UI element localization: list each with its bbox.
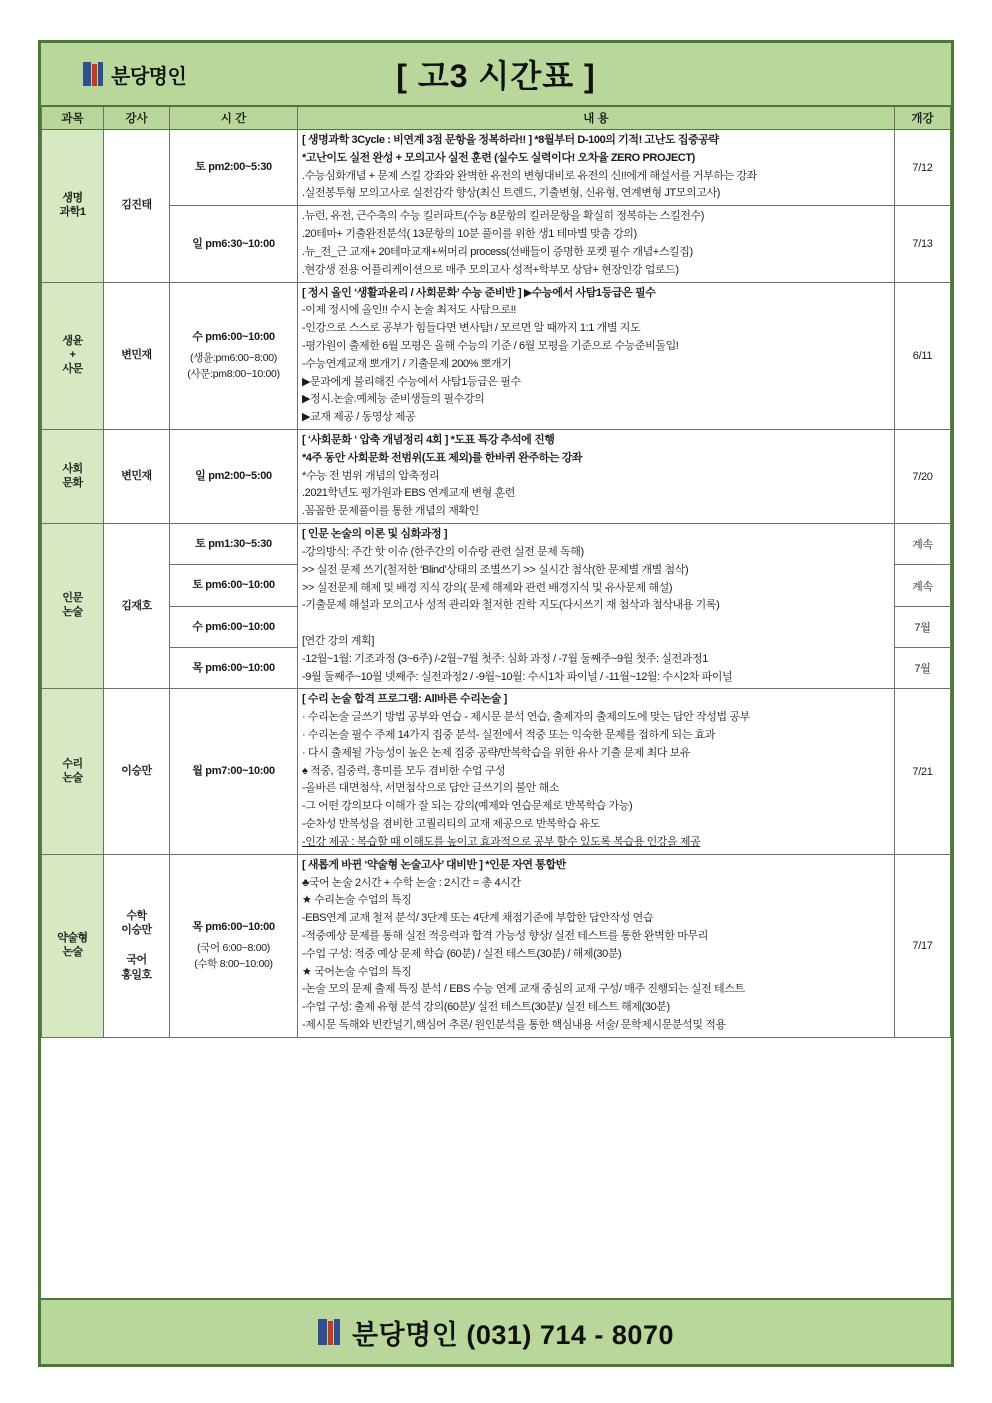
content-line: [ 정시 올인 ‘생활과윤리 / 사회문화’ 수능 준비반 ] ▶수능에서 사탐1등급은 필수 bbox=[302, 286, 656, 299]
table-row bbox=[42, 524, 951, 565]
content-line: -이제 정시에 올인!! 수시 논술 최저도 사탐으로!! bbox=[302, 304, 516, 317]
content-line: *4주 동안 사회문화 전범위(도표 제외)를 한바퀴 완주하는 강좌 bbox=[302, 451, 583, 464]
table-row bbox=[42, 282, 951, 430]
time-main: 일 pm6:30~10:00 bbox=[192, 237, 275, 250]
content-line: ★ 수리논술 수업의 특징 bbox=[302, 894, 412, 907]
content-line: .실전봉투형 모의고사로 실전감각 향상(최신 트렌드, 기출변형, 신유형, 연계변형 JT모의고사) bbox=[302, 187, 720, 200]
content-line: -수업 구성: 적중 예상 문제 학습 (60분) / 실전 테스트(30분) / 해제(30분) bbox=[302, 947, 622, 960]
start-date-cell: 6/11 bbox=[895, 282, 951, 430]
time-main: 수 pm6:00~10:00 bbox=[192, 620, 275, 633]
content-line: -인강 제공 : 복습할 때 이해도를 높이고 효과적으로 공부 할수 있도록 복습용 인강을 제공 bbox=[302, 835, 701, 848]
content-line: -적중예상 문제를 통해 실전 적응력과 합격 가능성 향상/ 실전 테스트를 통한 완벽한 마무리 bbox=[302, 929, 708, 942]
teacher-cell: 김진태 bbox=[104, 130, 170, 283]
table-row bbox=[42, 689, 951, 854]
time-cell bbox=[170, 606, 298, 647]
time-cell bbox=[170, 282, 298, 430]
content-cell bbox=[298, 854, 895, 1037]
teacher-cell: 이승만 bbox=[104, 689, 170, 854]
content-line: ▶교재 제공 / 동영상 제공 bbox=[302, 411, 416, 424]
table-row bbox=[42, 206, 951, 282]
table-row bbox=[42, 130, 951, 206]
content-line: >> 실전 문제 쓰기(철저한 ‘Blind’상태의 조별쓰기 >> 실시간 첨삭(한 문제별 개별 첨삭) bbox=[302, 563, 689, 576]
start-date-cell: 계속 bbox=[895, 565, 951, 606]
schedule-body bbox=[42, 130, 951, 1038]
content-line bbox=[302, 615, 890, 633]
subject-cell: 약술형 논술 bbox=[42, 854, 104, 1037]
time-main: 토 pm2:00~5:30 bbox=[195, 161, 272, 174]
time-main: 토 pm6:00~10:00 bbox=[192, 579, 275, 592]
column-header-start: 개강 bbox=[895, 107, 951, 130]
content-cell bbox=[298, 206, 895, 282]
subject-cell: 사회 문화 bbox=[42, 430, 104, 524]
teacher-cell: 변민재 bbox=[104, 430, 170, 524]
content-line: -올바른 대면첨삭, 서면첨삭으로 답안 글쓰기의 불안 해소 bbox=[302, 782, 560, 795]
content-line: .20테마+ 기출완전분석( 13문항의 10분 풀이를 위한 생1 테마별 맞춤 강의) bbox=[302, 228, 637, 241]
content-line: [ 수리 논술 합격 프로그램: All바른 수리논술 ] bbox=[302, 693, 507, 706]
content-line: -12월~1월: 기조과정 (3~6주) /-2월~7월 첫주: 심화 과정 / -7월 둘째주~9월 첫주: 실전과정1 bbox=[302, 652, 708, 665]
content-line: [ 생명과학 3Cycle : 비연계 3점 문항을 정복하라!! ] *8월부터 D-100의 기적! 고난도 집중공략 bbox=[302, 134, 719, 146]
content-line: · 수리논술 글쓰기 방법 공부와 연습 - 제시문 분석 연습, 출제자의 출제의도에 맞는 답안 작성법 공부 bbox=[302, 711, 750, 724]
start-date-cell: 7/12 bbox=[895, 130, 951, 206]
start-date-cell: 7/13 bbox=[895, 206, 951, 282]
brand-name: 분당명인 bbox=[111, 65, 187, 88]
start-date-cell: 7/17 bbox=[895, 854, 951, 1037]
start-date-cell: 7/21 bbox=[895, 689, 951, 854]
content-cell bbox=[298, 430, 895, 524]
content-line: .뉴_전_근 교재+ 20테마교재+써머리 process(선배들이 증명한 포켓 필수 개념+스킬집) bbox=[302, 245, 693, 258]
content-line: .2021학년도 평가원과 EBS 연계교재 변형 훈련 bbox=[302, 487, 516, 500]
time-detail: (국어 6:00~8:00) (수학 8:00~10:00) bbox=[194, 942, 273, 970]
column-header-time: 시 간 bbox=[170, 107, 298, 130]
document-footer bbox=[41, 1298, 951, 1364]
content-line: ♣국어 논술 2시간 + 수학 논술 : 2시간 = 총 4시간 bbox=[302, 876, 521, 889]
subject-cell: 생명 과학1 bbox=[42, 130, 104, 283]
time-cell bbox=[170, 524, 298, 565]
content-line: [ 새롭게 바뀐 ‘약술형 논술고사’ 대비반 ] *인문 자연 통합반 bbox=[302, 858, 566, 871]
column-header-content: 내 용 bbox=[298, 107, 895, 130]
content-line: · 수리논술 필수 주제 14가지 집중 분석- 실전에서 적중 또는 익숙한 문제를 접하게 되는 효과 bbox=[302, 729, 716, 741]
start-date-cell: 7월 bbox=[895, 648, 951, 689]
content-line: ♠ 적중, 집중력, 흥미를 모두 겸비한 수업 구성 bbox=[302, 764, 506, 777]
column-header-teacher: 강사 bbox=[104, 107, 170, 130]
start-date-cell: 계속 bbox=[895, 524, 951, 565]
time-cell bbox=[170, 130, 298, 206]
content-line: .수능심화개념 + 문제 스킬 강좌와 완벽한 유전의 변형대비로 유전의 신!!에게 해설서를 거부하는 강좌 bbox=[302, 169, 757, 182]
time-cell bbox=[170, 689, 298, 854]
time-cell bbox=[170, 565, 298, 606]
time-detail: (생윤:pm6:00~8:00) (사문:pm8:00~10:00) bbox=[187, 352, 280, 380]
content-line: -EBS연계 교재 철저 분석/ 3단계 또는 4단계 채점기준에 부합한 답안작성 연습 bbox=[302, 912, 654, 925]
time-cell bbox=[170, 206, 298, 282]
content-cell bbox=[298, 689, 895, 854]
content-line: ★ 국어논술 수업의 특징 bbox=[302, 965, 412, 978]
book-icon bbox=[318, 1319, 340, 1345]
content-line: -논술 모의 문제 출제 특징 분석 / EBS 수능 연계 교재 중심의 교재 구성/ 매주 진행되는 실전 테스트 bbox=[302, 983, 745, 996]
content-line: .꼼꼼한 문제풀이를 통한 개념의 재확인 bbox=[302, 505, 479, 518]
content-line: *고난이도 실전 완성 + 모의고사 실전 훈련 (실수도 실력이다! 오차율 ZERO PROJECT) bbox=[302, 151, 695, 164]
schedule-table-wrap bbox=[41, 107, 951, 1298]
content-line: -인강으로 스스로 공부가 힘들다면 변사탐! / 모르면 알 때까지 1:1 개별 지도 bbox=[302, 322, 641, 335]
schedule-frame bbox=[38, 40, 954, 1367]
content-line: · 다시 출제될 가능성이 높은 논제 집중 공략/반복학습을 위한 유사 기출 문제 최다 보유 bbox=[302, 746, 691, 759]
content-line: ▶문과에게 불리해진 수능에서 사탐1등급은 필수 bbox=[302, 375, 521, 388]
page-title: [ 고3 시간표 ] bbox=[396, 58, 596, 94]
table-row bbox=[42, 430, 951, 524]
table-header-row bbox=[42, 107, 951, 130]
teacher-cell: 수학 이승만 국어 홍일호 bbox=[104, 854, 170, 1037]
content-cell bbox=[298, 282, 895, 430]
content-line: -수능연계교재 뽀개기 / 기출문제 200% 뽀개기 bbox=[302, 357, 512, 370]
content-line: -9월 둘째주~10월 넷째주: 실전과정2 / -9월~10월: 수시1차 파이널 / -11월~12월: 수시2차 파이널 bbox=[302, 670, 733, 683]
time-cell bbox=[170, 854, 298, 1037]
time-main: 월 pm7:00~10:00 bbox=[192, 765, 275, 778]
content-line: -기출문제 해설과 모의고사 성적 관리와 철저한 진학 지도(다시쓰기 재 첨삭과 첨삭내용 기록) bbox=[302, 599, 720, 612]
column-header-subject: 과목 bbox=[42, 107, 104, 130]
book-icon bbox=[83, 62, 103, 86]
content-line: -순차성 반복성을 겸비한 고퀄리티의 교재 제공으로 반복학습 유도 bbox=[302, 818, 600, 831]
content-line: [ 인문 논술의 이론 및 심화과정 ] bbox=[302, 528, 448, 541]
content-line: -평가원이 출제한 6월 모평은 올해 수능의 기준 / 6월 모평을 기준으로 수능준비돌입! bbox=[302, 339, 679, 352]
content-line: [ ‘사회문화 ‘ 압축 개념정리 4회 ] *도표 특강 추석에 진행 bbox=[302, 434, 555, 446]
time-main: 토 pm1:30~5:30 bbox=[195, 537, 272, 550]
content-line: -그 어떤 강의보다 이해가 잘 되는 강의(예제와 연습문제로 반복학습 가능) bbox=[302, 800, 633, 813]
content-line: >> 실전문제 해제 및 배경 지식 강의( 문제 해제와 관련 배경지식 및 유사문제 해설) bbox=[302, 581, 673, 594]
content-line: .현강생 전용 어플리케이션으로 매주 모의고사 성적+학부모 상담+ 현장인강 업로드) bbox=[302, 263, 679, 276]
teacher-cell: 김재호 bbox=[104, 524, 170, 689]
time-main: 목 pm6:00~10:00 bbox=[192, 920, 275, 933]
content-line: -강의방식: 주간 핫 이슈 (한주간의 이슈랑 관련 실전 문제 독해) bbox=[302, 545, 584, 558]
subject-cell: 인문 논술 bbox=[42, 524, 104, 689]
subject-cell: 생윤 + 사문 bbox=[42, 282, 104, 430]
schedule-table bbox=[41, 107, 951, 1038]
time-cell bbox=[170, 430, 298, 524]
time-cell bbox=[170, 648, 298, 689]
time-main: 수 pm6:00~10:00 bbox=[192, 330, 275, 343]
footer-contact: 분당명인 (031) 714 - 8070 bbox=[352, 1319, 674, 1350]
teacher-cell: 변민재 bbox=[104, 282, 170, 430]
content-cell bbox=[298, 524, 895, 689]
document-header bbox=[41, 43, 951, 107]
content-line: *수능 전 범위 개념의 압축정리 bbox=[302, 469, 440, 482]
start-date-cell: 7/20 bbox=[895, 430, 951, 524]
content-line: -수업 구성: 출제 유형 분석 강의(60분)/ 실전 테스트(30분)/ 실전 테스트 해제(30분) bbox=[302, 1001, 670, 1014]
time-main: 일 pm2:00~5:00 bbox=[195, 470, 272, 483]
table-row bbox=[42, 854, 951, 1037]
start-date-cell: 7월 bbox=[895, 606, 951, 647]
time-main: 목 pm6:00~10:00 bbox=[192, 661, 275, 674]
content-line: .뉴런, 유전, 근수축의 수능 킬러파트(수능 8문항의 킬러문항을 확실히 정복하는 스킬전수) bbox=[302, 210, 705, 223]
subject-cell: 수리 논술 bbox=[42, 689, 104, 854]
content-line: ▶정시.논술.예체능 준비생들의 필수강의 bbox=[302, 393, 485, 406]
content-line: -제시문 독해와 빈칸널기,핵심어 추론/ 원인분석을 통한 핵심내용 서술/ 문학제시문분석및 적용 bbox=[302, 1019, 726, 1031]
content-cell bbox=[298, 130, 895, 206]
brand bbox=[83, 60, 186, 89]
content-line: [연간 강의 계획] bbox=[302, 634, 374, 647]
